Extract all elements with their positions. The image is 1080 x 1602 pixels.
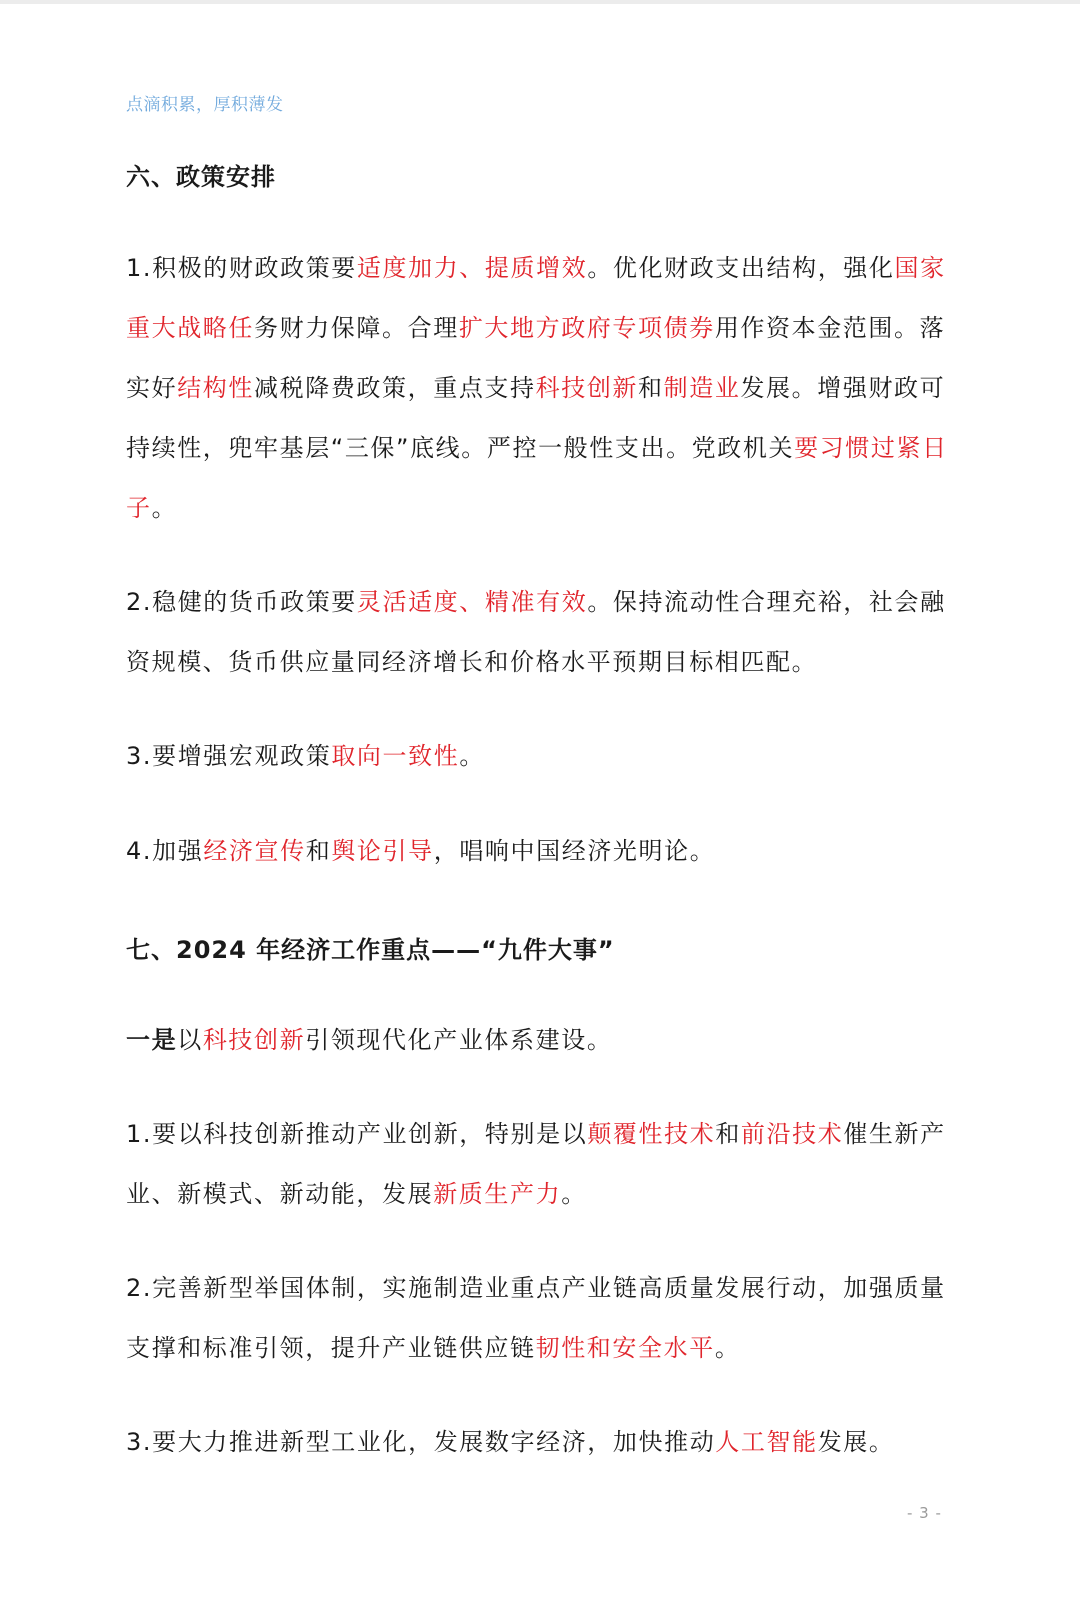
section-6-paragraph-1: 1.积极的财政政策要适度加力、提质增效。优化财政支出结构，强化国家重大战略任务财力保障。合理扩大地方政府专项债券用作资本金范围。落实好结构性减税降费政策，重点支持科技创新和制造业发展。增强财政可持续性，兜牢基层“三保”底线。严控一般性支出。党政机关要习惯过紧日子。 (126, 254, 948, 522)
top-divider (0, 0, 1080, 4)
section-6-title: 六、政策安排 (126, 163, 276, 191)
section-7-paragraph-2: 2.完善新型举国体制，实施制造业重点产业链高质量发展行动，加强质量支撑和标准引领，提升产业链供应链韧性和安全水平。 (126, 1274, 946, 1362)
page-number: - 3 - (907, 1504, 942, 1522)
section-7-subheading: 一是以科技创新引领现代化产业体系建设。 (126, 1026, 613, 1054)
header-tag: 点滴积累，厚积薄发 (126, 95, 284, 115)
section-6-paragraph-3: 3.要增强宏观政策取向一致性。 (126, 742, 485, 770)
section-7-paragraph-3: 3.要大力推进新型工业化，发展数字经济，加快推动人工智能发展。 (126, 1428, 895, 1456)
section-6-paragraph-4: 4.加强经济宣传和舆论引导，唱响中国经济光明论。 (126, 837, 716, 865)
section-6-paragraph-2: 2.稳健的货币政策要灵活适度、精准有效。保持流动性合理充裕，社会融资规模、货币供应量同经济增长和价格水平预期目标相匹配。 (126, 588, 946, 676)
section-7-title: 七、2024 年经济工作重点——“九件大事” (126, 936, 615, 964)
section-7-paragraph-1: 1.要以科技创新推动产业创新，特别是以颠覆性技术和前沿技术催生新产业、新模式、新动能，发展新质生产力。 (126, 1120, 946, 1208)
